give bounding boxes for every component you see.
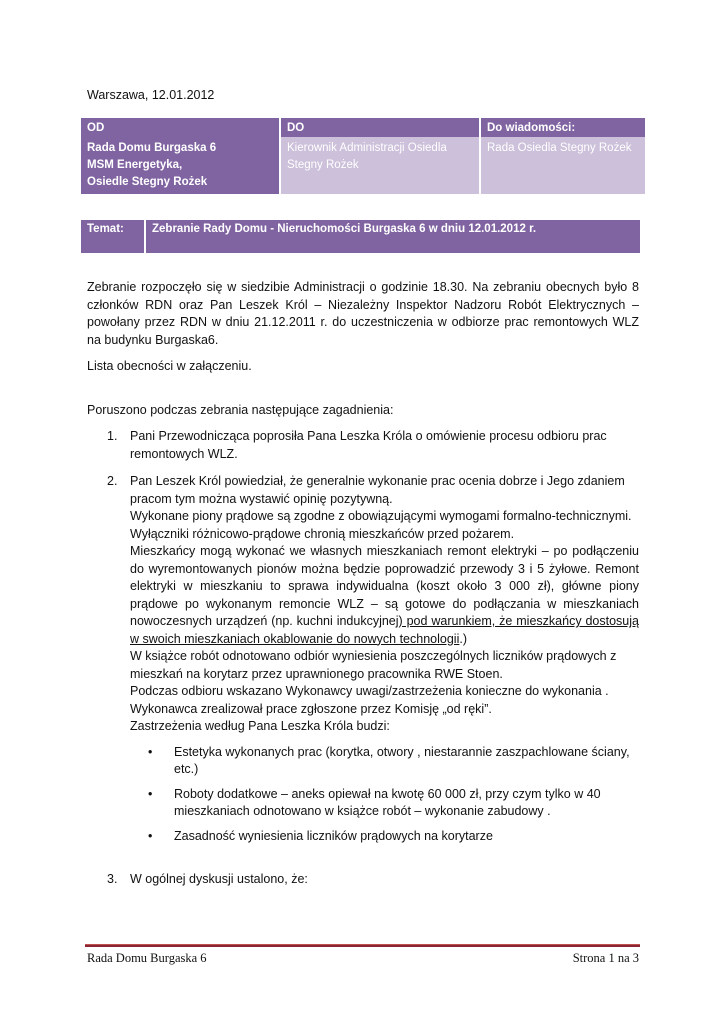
item-number: 2. — [107, 474, 118, 488]
bullet-item — [87, 786, 639, 821]
header-table — [81, 118, 645, 194]
item2-paragraph: W książce robót odnotowano odbiór wyniesienia poszczególnych liczników prądowych z mieszkań na korytarz przez uprawnionego pracownika RWE Stoen. — [130, 649, 617, 681]
item-text: W ogólnej dyskusji ustalono, że: — [130, 872, 308, 886]
from-label: OD — [81, 118, 280, 137]
topic-value: Zebranie Rady Domu - Nieruchomości Burgaska 6 w dniu 12.01.2012 r. — [146, 220, 640, 253]
attendance-note: Lista obecności w załączeniu. — [87, 359, 252, 373]
intro-paragraph: Zebranie rozpoczęło się w siedzibie Administracji o godzinie 18.30. Na zebraniu obecnych było 8 członków RDN oraz Pan Leszek Król – Niezależny Inspektor Nadzoru Robót Elektrycznych – powołany przez RDN w dniu 21.12.2011 r. do uczestniczenia w odbiorze prac remontowych WLZ na budynku Burgaska6. — [87, 280, 639, 347]
topics-intro: Poruszono podczas zebrania następujące zagadnienia: — [87, 402, 394, 417]
to-line: Kierownik Administracji Osiedla — [287, 142, 447, 154]
item2-paragraph: Zastrzeżenia według Pana Leszka Króla budzi: — [130, 719, 390, 733]
to-label: DO — [280, 118, 480, 137]
bullet-text: Estetyka wykonanych prac (korytka, otwory , niestarannie zaszpachlowane ściany, etc.) — [174, 744, 630, 776]
topic-label: Temat: — [81, 220, 146, 253]
to-line: Stegny Rożek — [287, 159, 359, 171]
p3-end: .) — [459, 631, 467, 646]
item2-paragraph: Podczas odbioru wskazano Wykonawcy uwagi/zastrzeżenia konieczne do wykonania . — [130, 684, 609, 698]
reservations-list — [87, 744, 639, 846]
topics-list-continued — [87, 871, 639, 889]
item-number: 1. — [107, 429, 118, 443]
item2-paragraph: Wyłączniki różnicowo-prądowe chronią mieszkańców przed pożarem. — [130, 526, 515, 541]
bullet-dot-icon: • — [148, 786, 153, 801]
p3-plain: Mieszkańcy mogą wykonać we własnych mieszkaniach remont elektryki – po podłączeniu do wyremontowanych pionów można będzie poprowadzić przewody 3 i 5 żyłowe. Remont elektryki w mieszkaniu to sprawa indywidualna (koszt około 3 000 zł), główne piony prądowe po wykonanym remoncie WLZ – są gotowe do podłączania w mieszkaniach nowoczesnych urządzeń (np. kuchni indukcyjnej — [130, 544, 639, 628]
item2-paragraph — [130, 543, 639, 648]
footer-organization: Rada Domu Burgaska 6 — [87, 951, 207, 965]
bullet-text: Roboty dodatkowe – aneks opiewał na kwotę 60 000 zł, przy czym tylko w 40 mieszkaniach odnotowano w książce robót – wykonanie zabudowy . — [174, 786, 601, 818]
from-line: Rada Domu Burgaska 6 — [87, 142, 217, 154]
bullet-dot-icon: • — [148, 828, 153, 843]
bullet-item — [87, 744, 639, 779]
item2-paragraph: Wykonane piony prądowe są zgodne z obowiązującymi wymogami formalno-technicznymi. — [130, 509, 632, 523]
bullet-text: Zasadność wyniesienia liczników prądowych na korytarze — [174, 828, 493, 843]
topics-list — [87, 428, 639, 736]
document-body — [87, 279, 639, 889]
p3-underlined: ) pod warunkiem, że mieszkańcy dostosują w swoich mieszkaniach okablowanie do nowych technologii — [130, 614, 639, 646]
item2-paragraph: Wykonawca zrealizował prace zgłoszone przez Komisję „od ręki”. — [130, 701, 492, 716]
from-line: Osiedle Stegny Rożek — [87, 176, 208, 188]
document-date: Warszawa, 12.01.2012 — [87, 88, 215, 102]
cc-text: Rada Osiedla Stegny Rożek — [487, 142, 632, 154]
item-number: 3. — [107, 872, 118, 886]
item-text: Pani Przewodnicząca poprosiła Pana Leszka Króla o omówienie procesu odbioru prac remontowych WLZ. — [130, 429, 607, 461]
footer-divider — [85, 944, 640, 947]
bullet-dot-icon: • — [148, 744, 153, 759]
from-cell — [81, 137, 280, 194]
to-cell — [280, 137, 480, 194]
list-item — [87, 473, 639, 736]
list-item — [87, 871, 639, 889]
cc-cell — [480, 137, 645, 194]
item-text: Pan Leszek Król powiedział, że generalnie wykonanie prac ocenia dobrze i Jego zdaniem pracom tym można wystawić opinię pozytywną. — [130, 474, 625, 506]
topic-row — [81, 220, 640, 253]
from-line: MSM Energetyka, — [87, 159, 183, 171]
footer-page-number: Strona 1 na 3 — [572, 951, 639, 965]
list-item — [87, 428, 639, 463]
cc-label: Do wiadomości: — [480, 118, 645, 137]
bullet-item — [87, 828, 639, 846]
